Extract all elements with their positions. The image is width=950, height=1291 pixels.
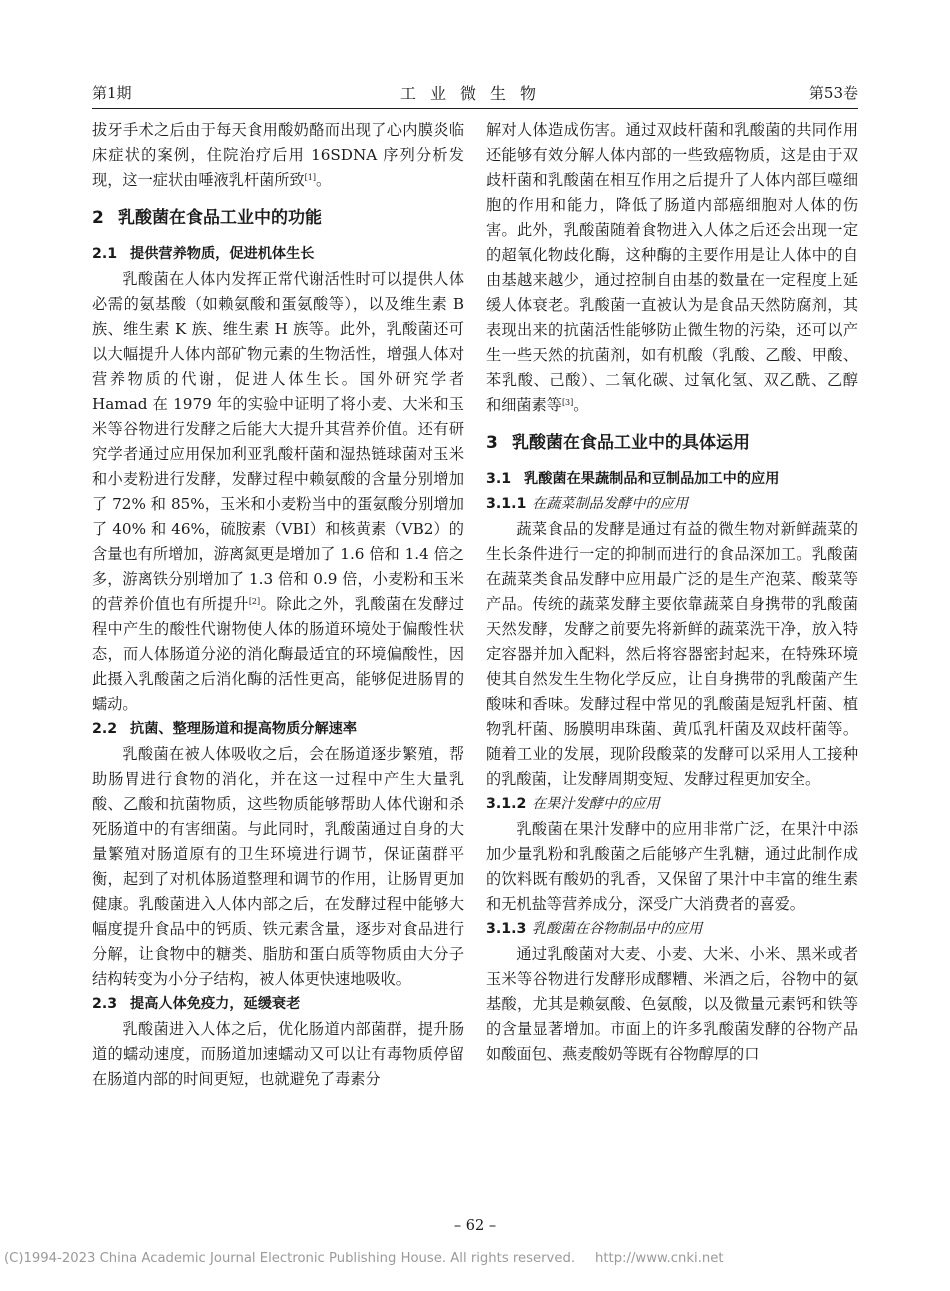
- right-column: [486, 118, 858, 1067]
- cnki-url: http://www.cnki.net: [595, 1251, 724, 1266]
- copyright-text: (C)1994-2023 China Academic Journal Electronic Publishing House. All rights reserved.: [4, 1251, 576, 1266]
- paragraph: 解对人体造成伤害。通过双歧杆菌和乳酸菌的共同作用还能够有效分解人体内部的一些致癌物质，这是由于双歧杆菌和乳酸菌在相互作用之后提升了人体内部巨噬细胞的作用和能力，降低了肠道内部癌细胞对人体的伤害。此外，乳酸菌随着食物进入人体之后还会出现一定的超氧化物歧化酶，这种酶的主要作用是让人体中的自由基越来越少，通过控制自由基的数量在一定程度上延缓人体衰老。乳酸菌一直被认为是食品天然防腐剂，其表现出来的抗菌活性能够防止微生物的污染，还可以产生一些天然的抗菌剂，如有机酸（乳酸、乙酸、甲酸、苯乳酸、己酸）、二氧化碳、过氧化氢、双乙酰、乙醇和细菌素等[3]。: [486, 121, 858, 414]
- header-journal: 工业微生物: [399, 84, 550, 103]
- header-volume: 第53卷: [808, 84, 858, 102]
- paragraph: 乳酸菌在被人体吸收之后，会在肠道逐步繁殖，帮助肠胃进行食物的消化，并在这一过程中产生大量乳酸、乙酸和抗菌物质，这些物质能够帮助人体代谢和杀死肠道中的有害细菌。与此同时，乳酸菌通过自身的大量繁殖对肠道原有的卫生环境进行调节，保证菌群平衡，起到了对机体肠道整理和调节的作用，让肠胃更加健康。乳酸菌进入人体内部之后，在发酵过程中能够大幅度提升食品中的钙质、铁元素含量，逐步对食品进行分解，让食物中的糖类、脂肪和蛋白质等物质由大分子结构转变为小分子结构，被人体更快速地吸收。: [92, 745, 464, 988]
- subsubsection-heading: 3.1.2 在果汁发酵中的应用: [486, 796, 660, 812]
- page-number: – 62 –: [453, 1218, 497, 1234]
- subsubsection-heading: 3.1.1 在蔬菜制品发酵中的应用: [486, 496, 689, 512]
- subsection-heading: 2.2 抗菌、整理肠道和提高物质分解速率: [92, 721, 358, 737]
- paragraph: 拔牙手术之后由于每天食用酸奶酪而出现了心内膜炎临床症状的案例，住院治疗后用 16SDNA 序列分析发现，这一症状由唾液乳杆菌所致[1]。: [92, 121, 464, 189]
- header-rule: [92, 108, 858, 109]
- subsection-heading: 2.3 提高人体免疫力，延缓衰老: [92, 996, 301, 1012]
- section-heading: 2 乳酸菌在食品工业中的功能: [92, 208, 322, 228]
- citation: [3]: [561, 398, 574, 407]
- paragraph: 蔬菜食品的发酵是通过有益的微生物对新鲜蔬菜的生长条件进行一定的抑制而进行的食品深加工。乳酸菌在蔬菜类食品发酵中应用最广泛的是生产泡菜、酸菜等产品。传统的蔬菜发酵主要依靠蔬菜自身携带的乳酸菌天然发酵，发酵之前要先将新鲜的蔬菜洗干净，放入特定容器并加入配料，然后将容器密封起来，在特殊环境使其自然发生生物化学反应，让自身携带的乳酸菌产生酸味和香味。发酵过程中常见的乳酸菌是短乳杆菌、植物乳杆菌、肠膜明串珠菌、黄瓜乳杆菌及双歧杆菌等。随着工业的发展，现阶段酸菜的发酵可以采用人工接种的乳酸菌，让发酵周期变短、发酵过程更加安全。: [486, 520, 858, 788]
- paragraph: 乳酸菌在人体内发挥正常代谢活性时可以提供人体必需的氨基酸（如赖氨酸和蛋氨酸等），以及维生素 B 族、维生素 K 族、维生素 H 族等。此外，乳酸菌还可以大幅提升人体内部矿物元素的生物活性，增强人体对营养物质的代谢，促进人体生长。国外研究学者 Hamad 在 1979 年的实验中证明了将小麦、大米和玉米等谷物进行发酵之后能大大提升其营养价值。还有研究学者通过应用保加利亚乳酸杆菌和湿热链球菌对玉米和小麦粉进行发酵，发酵过程中赖氨酸的含量分别增加了 72% 和 85%，玉米和小麦粉当中的蛋氨酸分别增加了 40% 和 46%，硫胺素（VBI）和核黄素（VB2）的含量也有所增加，游离氮更是增加了 1.6 倍和 1.4 倍之多，游离铁分别增加了 1.3 倍和 0.9 倍，小麦粉和玉米的营养价值也有所提升[2]。除此之外，乳酸菌在发酵过程中产生的酸性代谢物使人体的肠道环境处于偏酸性状态，而人体肠道分泌的消化酶最适宜的环境偏酸性，因此摄入乳酸菌之后消化酶的活性更高，能够促进肠胃的蠕动。: [92, 270, 465, 713]
- citation: [1]: [304, 173, 316, 182]
- left-column: [92, 118, 464, 1092]
- section-heading: 3 乳酸菌在食品工业中的具体运用: [486, 433, 750, 453]
- subsection-heading: 2.1 提供营养物质，促进机体生长: [92, 246, 315, 262]
- paragraph: 乳酸菌进入人体之后，优化肠道内部菌群，提升肠道的蠕动速度，而肠道加速蠕动又可以让有毒物质停留在肠道内部的时间更短，也就避免了毒素分: [92, 1020, 464, 1088]
- citation: [2]: [248, 597, 261, 606]
- subsection-heading: 3.1 乳酸菌在果蔬制品和豆制品加工中的应用: [486, 471, 780, 487]
- copyright-footer: [4, 1251, 942, 1266]
- subsubsection-heading: 3.1.3 乳酸菌在谷物制品中的应用: [486, 921, 703, 937]
- header-issue: 第1期: [92, 84, 132, 102]
- paragraph: 通过乳酸菌对大麦、小麦、大米、小米、黑米或者玉米等谷物进行发酵形成醪糟、米酒之后，谷物中的氨基酸，尤其是赖氨酸、色氨酸，以及微量元素钙和铁等的含量显著增加。市面上的许多乳酸菌发酵的谷物产品如酸面包、燕麦酸奶等既有谷物醇厚的口: [486, 945, 858, 1063]
- paragraph: 乳酸菌在果汁发酵中的应用非常广泛，在果汁中添加少量乳粉和乳酸菌之后能够产生乳糖，通过此制作成的饮料既有酸奶的乳香，又保留了果汁中丰富的维生素和无机盐等营养成分，深受广大消费者的喜爱。: [486, 820, 858, 913]
- running-header: [92, 80, 858, 106]
